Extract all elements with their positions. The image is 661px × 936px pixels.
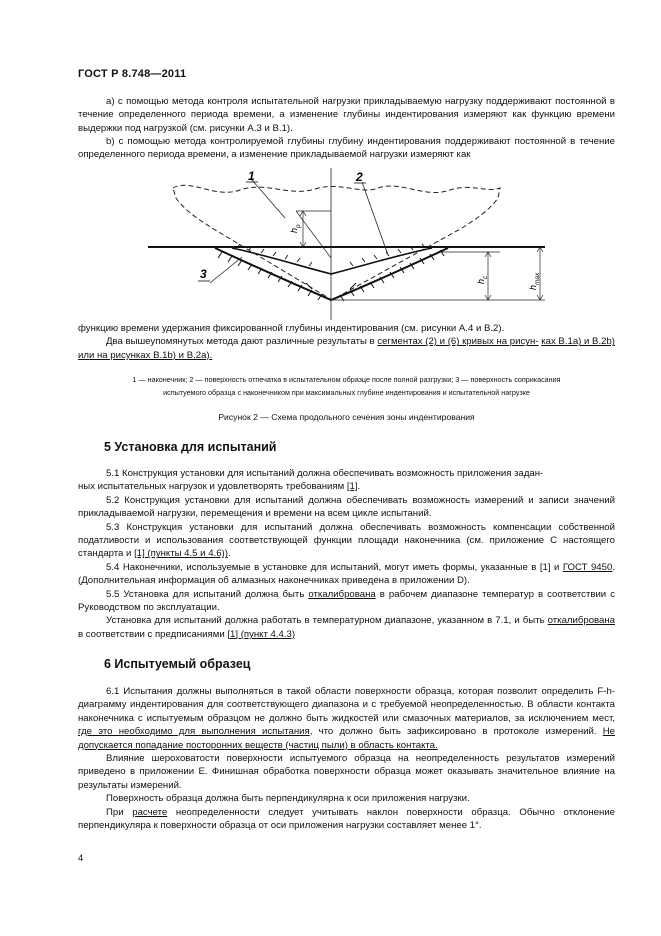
legend-line-1: 1 — наконечник; 2 — поверхность отпечатка в испытательном образце после полной разгрузки; 3 — поверхность соприкасания [132,375,561,384]
leader-line-1 [252,180,285,218]
where-necessary-link[interactable]: где это необходимо для выполнения испытания [78,726,310,738]
section-5-title: 5 Установка для испытаний [104,440,277,454]
clause-6-1-mid: , что должно быть зафиксировано в протоколе измерений. [309,726,603,738]
hc-subscript: c [482,275,489,279]
label-2: 2 [356,170,363,184]
page-number: 4 [78,853,84,864]
tilt-paragraph [78,806,615,833]
calibrated-link[interactable]: откалибрована [308,588,376,600]
figures-link[interactable]: ках В.1а) и В.2b) или на рисунках В.1b) и В.2а). [78,336,615,361]
calibrated-link-2[interactable]: откалиброванa [547,615,615,627]
clause-5-5-text: 5.5 Установка для испытаний должна быть [106,588,309,600]
no-foreign-matter-link[interactable]: Не допускается попадание посторонних веществ (частиц пыли) в область контакта. [78,726,615,751]
clause-5-1-line-1: 5.1 Конструкция установки для испытаний должна обеспечивать возможность приложения задан- [106,468,544,479]
clause-5-4-tail: . (Дополнительная информация об алмазных наконечниках приведена в приложении D). [78,561,615,587]
section-6-title: 6 Испытуемый образец [104,657,251,671]
ref-1-clauses-link[interactable]: [1] (пункты 4.5 и 4.6)) [134,548,228,560]
legend-line-2: испытуемого образца с наконечником при максимальных глубине индентирования и испытательной нагрузке [163,387,530,397]
clause-5-1-line-2: ных испытательных нагрузок и удовлетворять требованиям [1]. [78,481,361,493]
paragraph-after-figure [78,322,615,362]
indenter-body-outline [173,185,500,300]
addendum-mid: в соответствии с предписаниями [78,628,228,640]
clause-6-1 [78,685,615,752]
segments-link[interactable]: сегментах (2) и (6) кривых на рисун- [377,336,539,348]
hp-label: h [289,227,299,233]
clause-5-4 [78,561,615,588]
figure-title: Рисунок 2 — Схема продольного сечения зоны индентирования [218,412,475,422]
clause-5-3: 5.3 Конструкция установки для испытаний должна обеспечивать возможность компенсации собственной податливости и использования соответствующей функции площади наконечника (см. приложение С настоящего стандарта и [1] (пункты 4.5 и 4.6)). [78,521,615,560]
leader-line-2 [362,182,388,255]
methods-comparison [78,335,615,362]
figure-legend [78,374,615,399]
clause-5-1-text: ных испытательных нагрузок и удовлетворять требованиям [78,481,347,493]
tilt-text-a: При [106,806,133,818]
hmax-label: h [528,284,538,290]
paragraph-b: b) с помощью метода контролируемой глубины глубину индентирования поддерживают постоянной в течение определенного периода времени, а изменение прикладываемой нагрузки измеряют как [78,136,615,161]
addendum-text: Установка для испытаний должна работать в температурном диапазоне, указанном в 7.1, и быть [106,615,548,627]
continuation-line: функцию времени удержания фиксированной глубины индентирования (см. рисунки А.4 и В.2). [78,323,505,334]
clause-5-2: 5.2 Конструкция установки для испытаний должна обеспечивать возможность измерений и записи значений прикладываемой нагрузки, перемещения и времени на всем цикле испытаний. [78,494,615,520]
methods-text: Два вышеупомянутых метода дают различные результаты в [106,336,378,348]
hmax-subscript: max [534,272,541,285]
ref-1-4-4-3-link[interactable]: [1] (пункт 4.4.3) [227,628,296,640]
clause-5-5 [78,588,615,615]
clause-5-3-text: 5.3 Конструкция установки для испытаний должна обеспечивать возможность компенсации собственной податливости и использования соответствующей функции площади наконечника (см. приложение С настоящего стандарта и [78,521,615,560]
paragraph-a: а) с помощью метода контроля испытательной нагрузки прикладываемую нагрузку поддерживают постоянной в течение определенного периода времени, а изменение глубины индентирования измеряют как функцию времени выдержки под нагрузкой (см. рисунки А.3 и В.1). [78,96,615,134]
calculation-link[interactable]: расчете [132,806,168,818]
leader-line-3 [210,257,242,283]
clause-5-5-tail: в рабочем диапазоне температур в соответствии с Руководством по эксплуатации. [78,588,615,614]
ref-1-link[interactable]: [1] [346,481,358,493]
hp-subscript: p [295,224,302,228]
gost-9450-link[interactable]: ГОСТ 9450 [562,561,613,573]
perpendicular-paragraph: Поверхность образца должна быть перпендикулярна к оси приложения нагрузки. [106,793,470,805]
clause-5-4-text: 5.4 Наконечники, используемые в установке для испытаний, могут иметь формы, указанные в [1] и [106,561,563,573]
document-header: ГОСТ Р 8.748—2011 [78,68,187,80]
tilt-text-b: неопределенности следует учитывать наклон поверхности образца. Обычно отклонение перпендикуляра к поверхности образца от оси приложения нагрузки составляет менее 1°. [78,806,615,832]
roughness-paragraph: Влияние шероховатости поверхности испытуемого образца на неопределенность результатов измерений приведено в приложении Е. Финишная обработка поверхности образца может оказывать значительное влияние на результаты измерений. [78,753,615,791]
section-5-body [78,467,615,641]
hc-label: h [476,278,486,284]
label-1: 1 [248,169,255,183]
clause-6-1-text: 6.1 Испытания должны выполняться в такой области поверхности образца, которая позволит определить F-h-диаграмму индентирования для соответствующего диапазона и с требуемой неопределенностью. В области контакта наконечника с испытуемым образцом не должно быть жидкостей или смазочных материалов, за исключением мест, [78,686,615,724]
tangent-line-left [296,211,331,258]
section-6-body [78,685,615,832]
label-3: 3 [200,267,207,281]
clause-5-5-addendum [78,614,615,641]
